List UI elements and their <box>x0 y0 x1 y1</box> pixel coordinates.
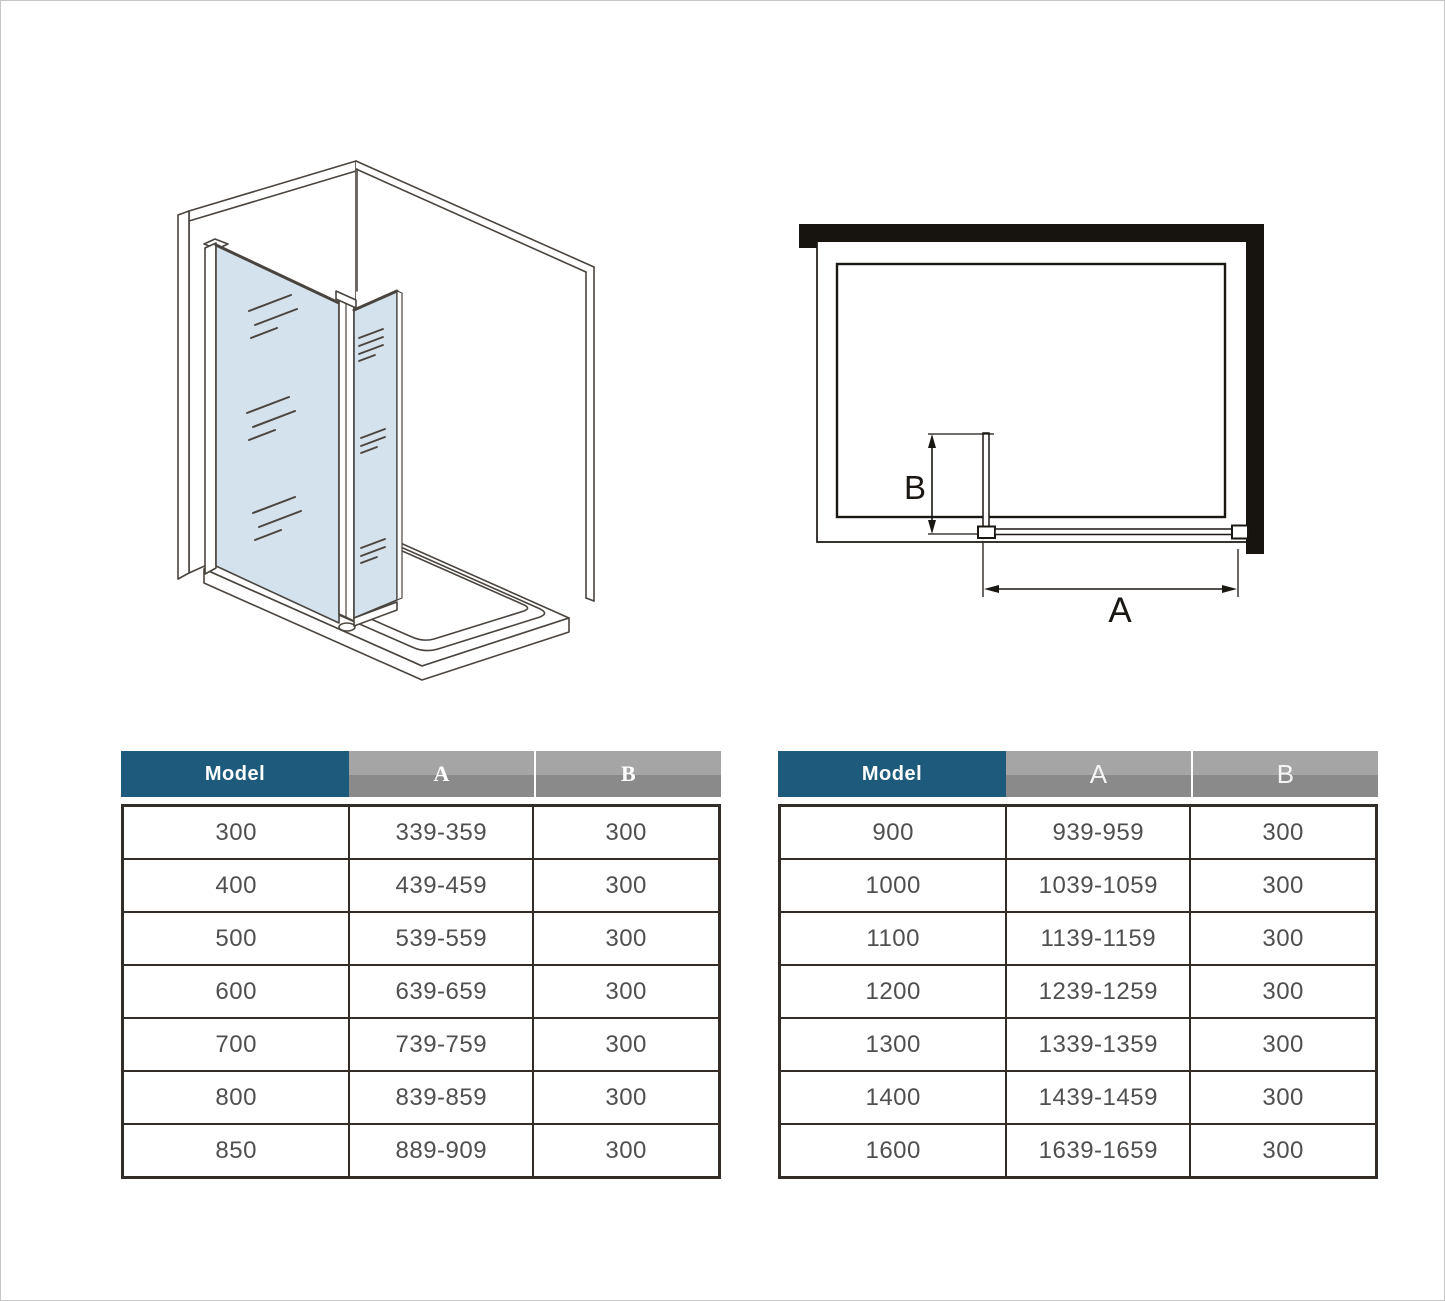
table-cell: 850 <box>123 1124 350 1178</box>
table-row <box>123 806 720 860</box>
table-row <box>123 965 720 1018</box>
table-cell: 700 <box>123 1018 350 1071</box>
table-cell: 300 <box>533 859 719 912</box>
table-cell: 300 <box>1190 806 1376 860</box>
table-header-model: Model <box>778 751 1006 797</box>
table-row <box>780 912 1377 965</box>
table-header-a: A <box>349 751 534 797</box>
table-row <box>780 1018 1377 1071</box>
table-cell: 300 <box>533 1124 719 1178</box>
table-cell: 300 <box>533 1071 719 1124</box>
table-cell: 739-759 <box>349 1018 533 1071</box>
table-cell: 839-859 <box>349 1071 533 1124</box>
table-cell: 400 <box>123 859 350 912</box>
size-table-large <box>778 751 1378 1179</box>
table-row <box>123 1071 720 1124</box>
main-glass-panel <box>216 245 339 623</box>
table-cell: 539-559 <box>349 912 533 965</box>
table-header-b: B <box>534 751 721 797</box>
dimension-a <box>983 543 1238 630</box>
size-table-small-body <box>121 804 721 1179</box>
table-row <box>123 1018 720 1071</box>
table-cell: 1300 <box>780 1018 1007 1071</box>
table-row <box>780 965 1377 1018</box>
table-cell: 1639-1659 <box>1006 1124 1190 1178</box>
table-cell: 300 <box>1190 1124 1376 1178</box>
table-cell: 1100 <box>780 912 1007 965</box>
table-cell: 1039-1059 <box>1006 859 1190 912</box>
table-cell: 1400 <box>780 1071 1007 1124</box>
table-cell: 300 <box>1190 859 1376 912</box>
table-cell: 889-909 <box>349 1124 533 1178</box>
dim-a-label: A <box>1108 591 1132 630</box>
table-cell: 800 <box>123 1071 350 1124</box>
table-cell: 1139-1159 <box>1006 912 1190 965</box>
table-row <box>780 859 1377 912</box>
table-cell: 1439-1459 <box>1006 1071 1190 1124</box>
table-cell: 939-959 <box>1006 806 1190 860</box>
size-table-large-body <box>778 804 1378 1179</box>
table-cell: 900 <box>780 806 1007 860</box>
table-cell: 1200 <box>780 965 1007 1018</box>
plan-glass-panels <box>978 433 1248 539</box>
plan-walls <box>799 224 1264 554</box>
table-cell: 639-659 <box>349 965 533 1018</box>
table-cell: 1239-1259 <box>1006 965 1190 1018</box>
dimension-b <box>904 434 994 534</box>
table-cell: 300 <box>533 912 719 965</box>
table-cell: 300 <box>1190 912 1376 965</box>
table-row <box>780 1124 1377 1178</box>
return-glass-panel <box>354 291 402 626</box>
table-cell: 300 <box>123 806 350 860</box>
table-header-model: Model <box>121 751 349 797</box>
table-row <box>123 859 720 912</box>
table-cell: 500 <box>123 912 350 965</box>
table-cell: 339-359 <box>349 806 533 860</box>
table-header-row <box>778 751 1378 797</box>
table-cell: 300 <box>533 806 719 860</box>
dim-b-label: B <box>903 469 927 506</box>
isometric-shower-diagram <box>151 141 661 701</box>
table-cell: 1600 <box>780 1124 1007 1178</box>
table-cell: 300 <box>1190 965 1376 1018</box>
table-header-row <box>121 751 721 797</box>
table-cell: 1339-1359 <box>1006 1018 1190 1071</box>
table-cell: 300 <box>1190 1018 1376 1071</box>
table-header-b: B <box>1191 751 1378 797</box>
table-row <box>780 806 1377 860</box>
table-row <box>780 1071 1377 1124</box>
table-cell: 600 <box>123 965 350 1018</box>
table-header-a: A <box>1006 751 1191 797</box>
table-cell: 300 <box>1190 1071 1376 1124</box>
table-cell: 300 <box>533 1018 719 1071</box>
plan-tray-outline <box>817 242 1247 542</box>
plan-view-diagram <box>781 201 1281 641</box>
size-table-small <box>121 751 721 1179</box>
table-cell: 439-459 <box>349 859 533 912</box>
table-row <box>123 912 720 965</box>
table-row <box>123 1124 720 1178</box>
table-cell: 1000 <box>780 859 1007 912</box>
corner-profile <box>336 291 356 631</box>
table-cell: 300 <box>533 965 719 1018</box>
